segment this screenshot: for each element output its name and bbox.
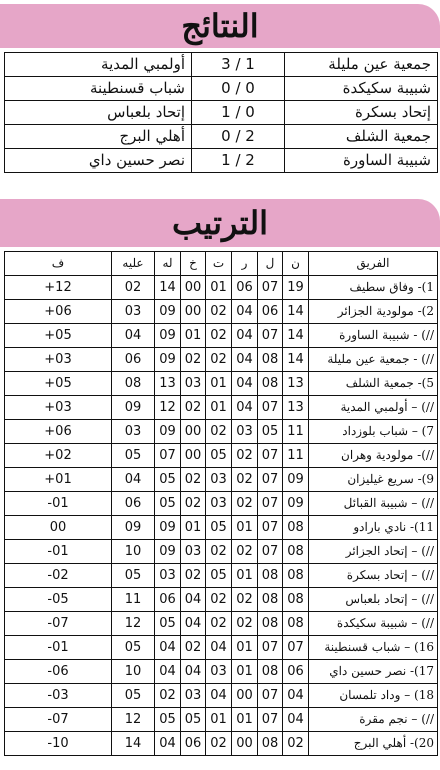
header-f: ف (5, 252, 112, 276)
header-alayh: عليه (112, 252, 155, 276)
stat-alayh: 08 (112, 372, 155, 396)
team-name: //) – أولمبي المدية (309, 396, 438, 420)
stat-l: 07 (258, 324, 283, 348)
stat-f: +06 (5, 420, 112, 444)
stat-kh: 04 (181, 612, 206, 636)
stat-r: 02 (232, 492, 258, 516)
stat-t: 03 (206, 660, 232, 684)
stat-l: 08 (258, 732, 283, 756)
standings-row (5, 588, 438, 612)
standings-row (5, 444, 438, 468)
stat-f: +06 (5, 300, 112, 324)
standings-row (5, 420, 438, 444)
stat-l: 07 (258, 516, 283, 540)
standings-row (5, 732, 438, 756)
stat-f: +05 (5, 372, 112, 396)
stat-alayh: 04 (112, 468, 155, 492)
stat-n: 07 (283, 636, 309, 660)
result-row (5, 101, 438, 125)
home-team: جمعية عين مليلة (285, 53, 438, 77)
stat-l: 07 (258, 540, 283, 564)
stat-r: 01 (232, 564, 258, 588)
stat-r: 01 (232, 660, 258, 684)
stat-lah: 13 (155, 372, 181, 396)
team-name: //) – نجم مقرة (309, 708, 438, 732)
stat-n: 14 (283, 348, 309, 372)
stat-t: 04 (206, 684, 232, 708)
team-name: //)- مولودية وهران (309, 444, 438, 468)
stat-alayh: 03 (112, 420, 155, 444)
stat-lah: 04 (155, 732, 181, 756)
stat-t: 02 (206, 348, 232, 372)
stat-l: 07 (258, 492, 283, 516)
results-title: النتائج (0, 4, 440, 48)
stat-kh: 00 (181, 300, 206, 324)
stat-f: +03 (5, 348, 112, 372)
header-l: ل (258, 252, 283, 276)
stat-t: 05 (206, 564, 232, 588)
standings-row (5, 492, 438, 516)
stat-f: -07 (5, 708, 112, 732)
stat-kh: 00 (181, 420, 206, 444)
stat-f: -01 (5, 636, 112, 660)
stat-alayh: 12 (112, 612, 155, 636)
stat-alayh: 05 (112, 636, 155, 660)
away-team: إتحاد بلعباس (5, 101, 192, 125)
stat-kh: 03 (181, 540, 206, 564)
results-table (4, 52, 438, 173)
away-team: أولمبي المدية (5, 53, 192, 77)
stat-kh: 02 (181, 348, 206, 372)
stat-l: 07 (258, 636, 283, 660)
standings-row (5, 540, 438, 564)
away-team: نصر حسين داي (5, 149, 192, 173)
team-name: 17)- نصر حسين داي (309, 660, 438, 684)
team-name: 5)- جمعية الشلف (309, 372, 438, 396)
stat-r: 02 (232, 540, 258, 564)
stat-f: +02 (5, 444, 112, 468)
stat-kh: 02 (181, 396, 206, 420)
stat-r: 02 (232, 612, 258, 636)
stat-t: 01 (206, 396, 232, 420)
stat-lah: 07 (155, 444, 181, 468)
stat-f: +03 (5, 396, 112, 420)
stat-n: 19 (283, 276, 309, 300)
home-team: إتحاد بسكرة (285, 101, 438, 125)
header-lah: له (155, 252, 181, 276)
stat-f: -01 (5, 540, 112, 564)
stat-r: 01 (232, 636, 258, 660)
stat-t: 04 (206, 636, 232, 660)
stat-lah: 09 (155, 300, 181, 324)
stat-alayh: 06 (112, 348, 155, 372)
stat-alayh: 02 (112, 276, 155, 300)
stat-r: 06 (232, 276, 258, 300)
stat-r: 02 (232, 468, 258, 492)
stat-kh: 06 (181, 732, 206, 756)
team-name: //) - جمعية عين مليلة (309, 348, 438, 372)
stat-n: 13 (283, 372, 309, 396)
stat-l: 07 (258, 396, 283, 420)
standings-row (5, 348, 438, 372)
stat-kh: 03 (181, 372, 206, 396)
stat-lah: 04 (155, 660, 181, 684)
stat-n: 11 (283, 444, 309, 468)
stat-r: 04 (232, 348, 258, 372)
team-name: 1)- وفاق سطيف (309, 276, 438, 300)
team-name: //) – شبيبة القبائل (309, 492, 438, 516)
stat-r: 01 (232, 708, 258, 732)
stat-lah: 02 (155, 684, 181, 708)
standings-row (5, 660, 438, 684)
away-team: أهلي البرج (5, 125, 192, 149)
home-team: جمعية الشلف (285, 125, 438, 149)
stat-lah: 09 (155, 540, 181, 564)
stat-l: 08 (258, 372, 283, 396)
stat-n: 08 (283, 564, 309, 588)
stat-n: 08 (283, 540, 309, 564)
header-t: ت (206, 252, 232, 276)
stat-kh: 00 (181, 444, 206, 468)
stat-n: 08 (283, 516, 309, 540)
standings-row (5, 636, 438, 660)
stat-l: 07 (258, 276, 283, 300)
stat-f: +05 (5, 324, 112, 348)
home-team: شبيبة سكيكدة (285, 77, 438, 101)
standings-header-row (5, 252, 438, 276)
header-kh: خ (181, 252, 206, 276)
stat-alayh: 09 (112, 396, 155, 420)
stat-lah: 09 (155, 516, 181, 540)
stat-f: -05 (5, 588, 112, 612)
stat-l: 07 (258, 444, 283, 468)
stat-t: 03 (206, 492, 232, 516)
stat-t: 02 (206, 732, 232, 756)
standings-row (5, 684, 438, 708)
stat-r: 03 (232, 420, 258, 444)
header-n: ن (283, 252, 309, 276)
standings-row (5, 396, 438, 420)
stat-n: 11 (283, 420, 309, 444)
stat-lah: 03 (155, 564, 181, 588)
team-name: 18) – وداد تلمسان (309, 684, 438, 708)
team-name: 2)- مولودية الجزائر (309, 300, 438, 324)
standings-row (5, 612, 438, 636)
stat-n: 14 (283, 324, 309, 348)
stat-n: 08 (283, 588, 309, 612)
stat-r: 02 (232, 444, 258, 468)
stat-l: 08 (258, 660, 283, 684)
team-name: //) – إتحاد بلعباس (309, 588, 438, 612)
stat-alayh: 12 (112, 708, 155, 732)
stat-t: 02 (206, 588, 232, 612)
team-name: 16) – شباب قسنطينة (309, 636, 438, 660)
stat-alayh: 10 (112, 660, 155, 684)
stat-kh: 00 (181, 276, 206, 300)
result-row (5, 77, 438, 101)
stat-alayh: 04 (112, 324, 155, 348)
team-name: 9)- سريع غيليزان (309, 468, 438, 492)
stat-r: 02 (232, 588, 258, 612)
stat-t: 05 (206, 516, 232, 540)
standings-row (5, 468, 438, 492)
stat-lah: 04 (155, 636, 181, 660)
standings-row (5, 708, 438, 732)
stat-t: 01 (206, 276, 232, 300)
standings-row (5, 564, 438, 588)
team-name: 11)- نادي بارادو (309, 516, 438, 540)
stat-kh: 02 (181, 564, 206, 588)
stat-f: -06 (5, 660, 112, 684)
stat-t: 01 (206, 372, 232, 396)
stat-lah: 09 (155, 348, 181, 372)
stat-lah: 06 (155, 588, 181, 612)
stat-lah: 09 (155, 420, 181, 444)
stat-f: +01 (5, 468, 112, 492)
home-team: شبيبة الساورة (285, 149, 438, 173)
stat-t: 02 (206, 420, 232, 444)
header-team: الفريق (309, 252, 438, 276)
stat-t: 03 (206, 468, 232, 492)
stat-alayh: 10 (112, 540, 155, 564)
stat-r: 04 (232, 324, 258, 348)
stat-kh: 05 (181, 708, 206, 732)
stat-f: -10 (5, 732, 112, 756)
stat-l: 07 (258, 468, 283, 492)
stat-f: -02 (5, 564, 112, 588)
team-name: //) – إتحاد بسكرة (309, 564, 438, 588)
stat-alayh: 05 (112, 444, 155, 468)
stat-alayh: 05 (112, 564, 155, 588)
stat-t: 02 (206, 612, 232, 636)
stat-r: 01 (232, 516, 258, 540)
stat-f: +12 (5, 276, 112, 300)
stat-l: 07 (258, 708, 283, 732)
stat-n: 02 (283, 732, 309, 756)
stat-lah: 12 (155, 396, 181, 420)
stat-t: 02 (206, 540, 232, 564)
result-row (5, 149, 438, 173)
team-name: //) - شبيبة الساورة (309, 324, 438, 348)
stat-kh: 04 (181, 660, 206, 684)
stat-alayh: 06 (112, 492, 155, 516)
stat-l: 06 (258, 300, 283, 324)
stat-t: 05 (206, 444, 232, 468)
stat-r: 04 (232, 300, 258, 324)
standings-row (5, 276, 438, 300)
match-score: 1 / 2 (192, 149, 285, 173)
standings-row (5, 324, 438, 348)
stat-l: 08 (258, 348, 283, 372)
stat-kh: 02 (181, 468, 206, 492)
stat-r: 04 (232, 372, 258, 396)
stat-f: -01 (5, 492, 112, 516)
stat-lah: 09 (155, 324, 181, 348)
stat-r: 04 (232, 396, 258, 420)
stat-alayh: 09 (112, 516, 155, 540)
result-row (5, 53, 438, 77)
result-row (5, 125, 438, 149)
stat-alayh: 03 (112, 300, 155, 324)
stat-kh: 02 (181, 636, 206, 660)
standings-row (5, 372, 438, 396)
team-name: 20)- أهلي البرج (309, 732, 438, 756)
stat-kh: 04 (181, 588, 206, 612)
stat-l: 05 (258, 420, 283, 444)
stat-lah: 14 (155, 276, 181, 300)
stat-r: 00 (232, 732, 258, 756)
stat-r: 00 (232, 684, 258, 708)
stat-f: -07 (5, 612, 112, 636)
stat-lah: 05 (155, 612, 181, 636)
stat-n: 13 (283, 396, 309, 420)
team-name: 7) – شباب بلوزداد (309, 420, 438, 444)
team-name: //) – شبيبة سكيكدة (309, 612, 438, 636)
standings-row (5, 300, 438, 324)
header-r: ر (232, 252, 258, 276)
standings-title: الترتيب (0, 199, 440, 247)
stat-l: 07 (258, 684, 283, 708)
stat-l: 08 (258, 612, 283, 636)
stat-n: 14 (283, 300, 309, 324)
match-score: 0 / 2 (192, 125, 285, 149)
team-name: //) – إتحاد الجزائر (309, 540, 438, 564)
stat-kh: 03 (181, 684, 206, 708)
stat-n: 08 (283, 612, 309, 636)
standings-row (5, 516, 438, 540)
stat-lah: 05 (155, 708, 181, 732)
stat-l: 08 (258, 588, 283, 612)
stat-l: 08 (258, 564, 283, 588)
match-score: 1 / 0 (192, 101, 285, 125)
stat-t: 01 (206, 708, 232, 732)
stat-t: 02 (206, 300, 232, 324)
stat-n: 09 (283, 492, 309, 516)
match-score: 3 / 1 (192, 53, 285, 77)
stat-n: 04 (283, 684, 309, 708)
stat-n: 04 (283, 708, 309, 732)
stat-alayh: 11 (112, 588, 155, 612)
stat-f: -03 (5, 684, 112, 708)
stat-kh: 02 (181, 492, 206, 516)
stat-kh: 01 (181, 516, 206, 540)
stat-alayh: 05 (112, 684, 155, 708)
standings-table (4, 251, 438, 756)
stat-lah: 05 (155, 492, 181, 516)
stat-f: 00 (5, 516, 112, 540)
stat-t: 02 (206, 324, 232, 348)
away-team: شباب قسنطينة (5, 77, 192, 101)
stat-alayh: 14 (112, 732, 155, 756)
stat-lah: 05 (155, 468, 181, 492)
match-score: 0 / 0 (192, 77, 285, 101)
stat-n: 09 (283, 468, 309, 492)
stat-kh: 01 (181, 324, 206, 348)
stat-n: 06 (283, 660, 309, 684)
